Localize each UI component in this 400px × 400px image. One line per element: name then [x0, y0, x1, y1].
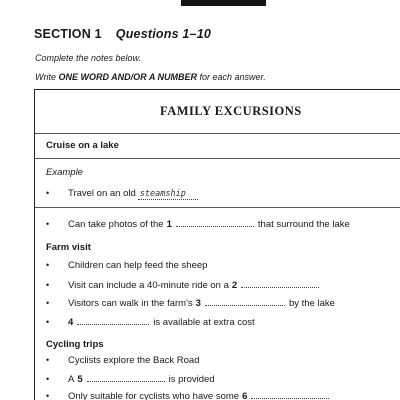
divider-line [35, 207, 400, 208]
question-2-number: 2 [231, 280, 238, 291]
heading-cycling: Cycling trips [46, 339, 104, 350]
instruction-prefix: Write [35, 72, 59, 82]
question-3-item [46, 297, 335, 309]
bullet-icon: • [46, 317, 50, 327]
answer-3-blank[interactable] [205, 297, 285, 306]
answer-6-blank[interactable] [251, 390, 329, 399]
instruction-emphasis: ONE WORD AND/OR A NUMBER [58, 72, 197, 82]
question-5-item [46, 373, 215, 385]
cycling-item-back-road [46, 355, 199, 366]
answer-1-blank[interactable] [176, 218, 254, 227]
heading-cruise: Cruise on a lake [46, 140, 119, 151]
example-answer: steamship [138, 189, 198, 200]
bullet-icon: • [46, 355, 50, 365]
instruction-complete-notes: Complete the notes below. [35, 53, 142, 63]
question-6-item [46, 390, 333, 400]
farm-item-sheep [46, 260, 207, 271]
question-5-number: 5 [77, 374, 83, 385]
bullet-icon: • [46, 219, 50, 229]
answer-4-blank[interactable] [77, 316, 149, 325]
bullet-icon: • [46, 391, 50, 400]
question-6-number: 6 [242, 391, 248, 400]
answer-5-blank[interactable] [87, 373, 165, 382]
divider-line [35, 133, 400, 134]
question-3-text: Visitors can walk in the farm's [68, 298, 193, 309]
bullet-icon: • [46, 298, 50, 308]
instruction-word-limit [35, 72, 266, 82]
bullet-icon: • [46, 374, 50, 384]
question-4-after: is available at extra cost [153, 317, 255, 328]
instruction-suffix: for each answer. [197, 72, 266, 82]
answer-2-blank[interactable] [241, 279, 319, 288]
bullet-icon: • [46, 260, 50, 270]
question-1-after: that surround the lake [257, 219, 350, 230]
example-item [46, 188, 198, 200]
bullet-icon: • [46, 188, 50, 198]
example-label: Example [46, 167, 83, 178]
section-label: SECTION 1 [34, 27, 102, 41]
example-text: Travel on an old [68, 188, 136, 199]
question-5-after: is provided [168, 374, 215, 385]
questions-range: Questions 1–10 [115, 27, 211, 41]
section-heading [34, 27, 211, 41]
question-2-text: Visit can include a 40-minute ride on a [68, 280, 229, 291]
question-1-text: Can take photos of the [68, 219, 164, 230]
question-4-number: 4 [68, 317, 74, 328]
notes-title: FAMILY EXCURSIONS [160, 104, 302, 118]
question-5-text: A [68, 374, 75, 385]
question-4-item [46, 316, 255, 328]
question-6-text: Only suitable for cyclists who have some [68, 391, 240, 400]
cycling-item-back-road-text: Cyclists explore the Back Road [68, 355, 200, 366]
bullet-icon: • [46, 280, 50, 290]
question-1-number: 1 [166, 219, 172, 230]
question-3-number: 3 [195, 298, 201, 309]
question-1-item [46, 218, 350, 230]
heading-farm: Farm visit [46, 242, 91, 253]
question-3-after: by the lake [288, 298, 335, 309]
divider-line [35, 158, 400, 159]
top-black-bar [181, 0, 266, 6]
farm-item-sheep-text: Children can help feed the sheep [68, 260, 208, 271]
question-2-item [46, 279, 323, 291]
